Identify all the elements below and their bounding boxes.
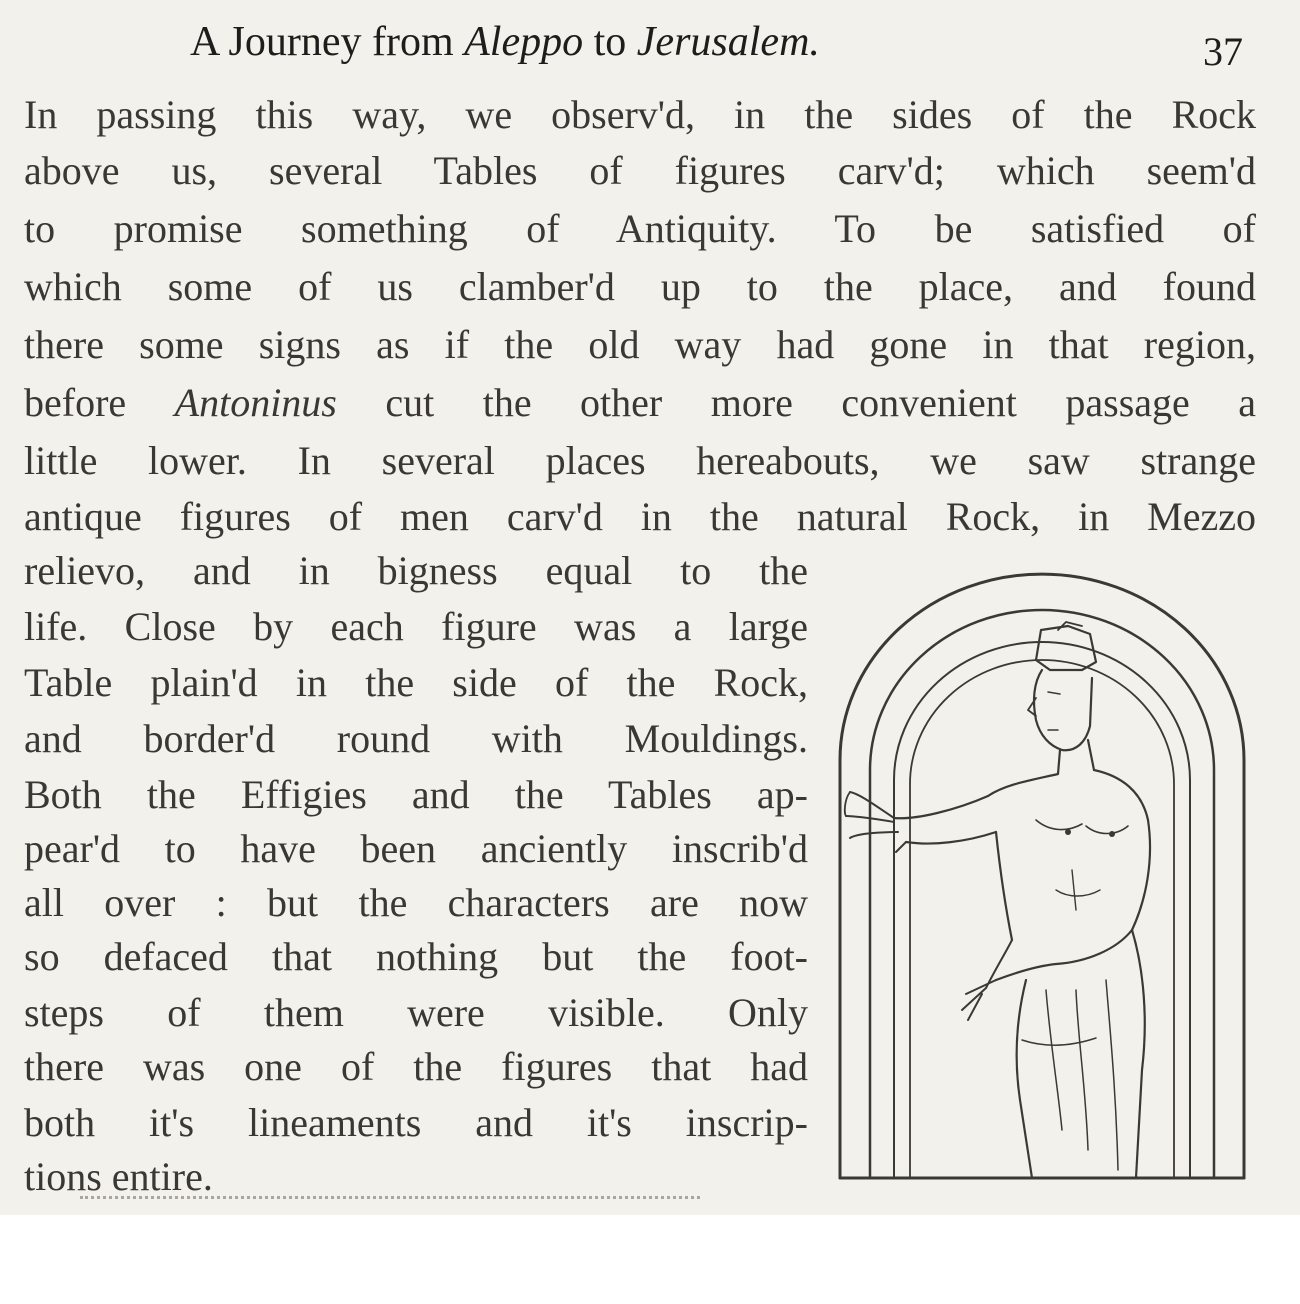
text-line: which some of us clamber'd up to the place, and found (24, 264, 1256, 309)
relief-figure-illustration (836, 570, 1248, 1180)
text-line: there was one of the figures that had (24, 1044, 808, 1089)
text-line: there some signs as if the old way had gone in that region, (24, 322, 1256, 367)
page-header (0, 10, 1300, 74)
text-line: so defaced that nothing but the foot- (24, 934, 808, 979)
text-line: Both the Effigies and the Tables ap- (24, 772, 808, 817)
title-place-aleppo: Aleppo (464, 19, 584, 65)
running-title: A Journey from Aleppo to Jerusalem. (190, 19, 820, 65)
text-line: Table plain'd in the side of the Rock, (24, 660, 808, 705)
text-line: above us, several Tables of figures carv'd; which seem'd (24, 148, 1256, 193)
text-line: both it's lineaments and it's inscrip- (24, 1100, 808, 1145)
text-line: to promise something of Antiquity. To be satisfied of (24, 206, 1256, 251)
text-line: life. Close by each figure was a large (24, 604, 808, 649)
text-line: before Antoninus cut the other more convenient passage a (24, 380, 1256, 425)
niche-figure-drawing (836, 570, 1248, 1180)
text-line: all over : but the characters are now (24, 880, 808, 925)
text-line: tions entire. (24, 1154, 213, 1199)
text-line: antique figures of men carv'd in the natural Rock, in Mezzo (24, 494, 1256, 539)
name-antoninus: Antoninus (174, 380, 337, 425)
page-number: 37 (1203, 29, 1243, 74)
text-line: relievo, and in bigness equal to the (24, 548, 808, 593)
text-line: In passing this way, we observ'd, in the sides of the Rock (24, 92, 1256, 137)
text-line: little lower. In several places hereabouts, we saw strange (24, 438, 1256, 483)
title-place-jerusalem: Jerusalem. (636, 19, 820, 65)
bottom-margin (0, 1215, 1300, 1304)
cropped-next-line (80, 1196, 700, 1213)
text-line: and border'd round with Mouldings. (24, 716, 808, 761)
text-line: pear'd to have been anciently inscrib'd (24, 826, 808, 871)
text-line: steps of them were visible. Only (24, 990, 808, 1035)
